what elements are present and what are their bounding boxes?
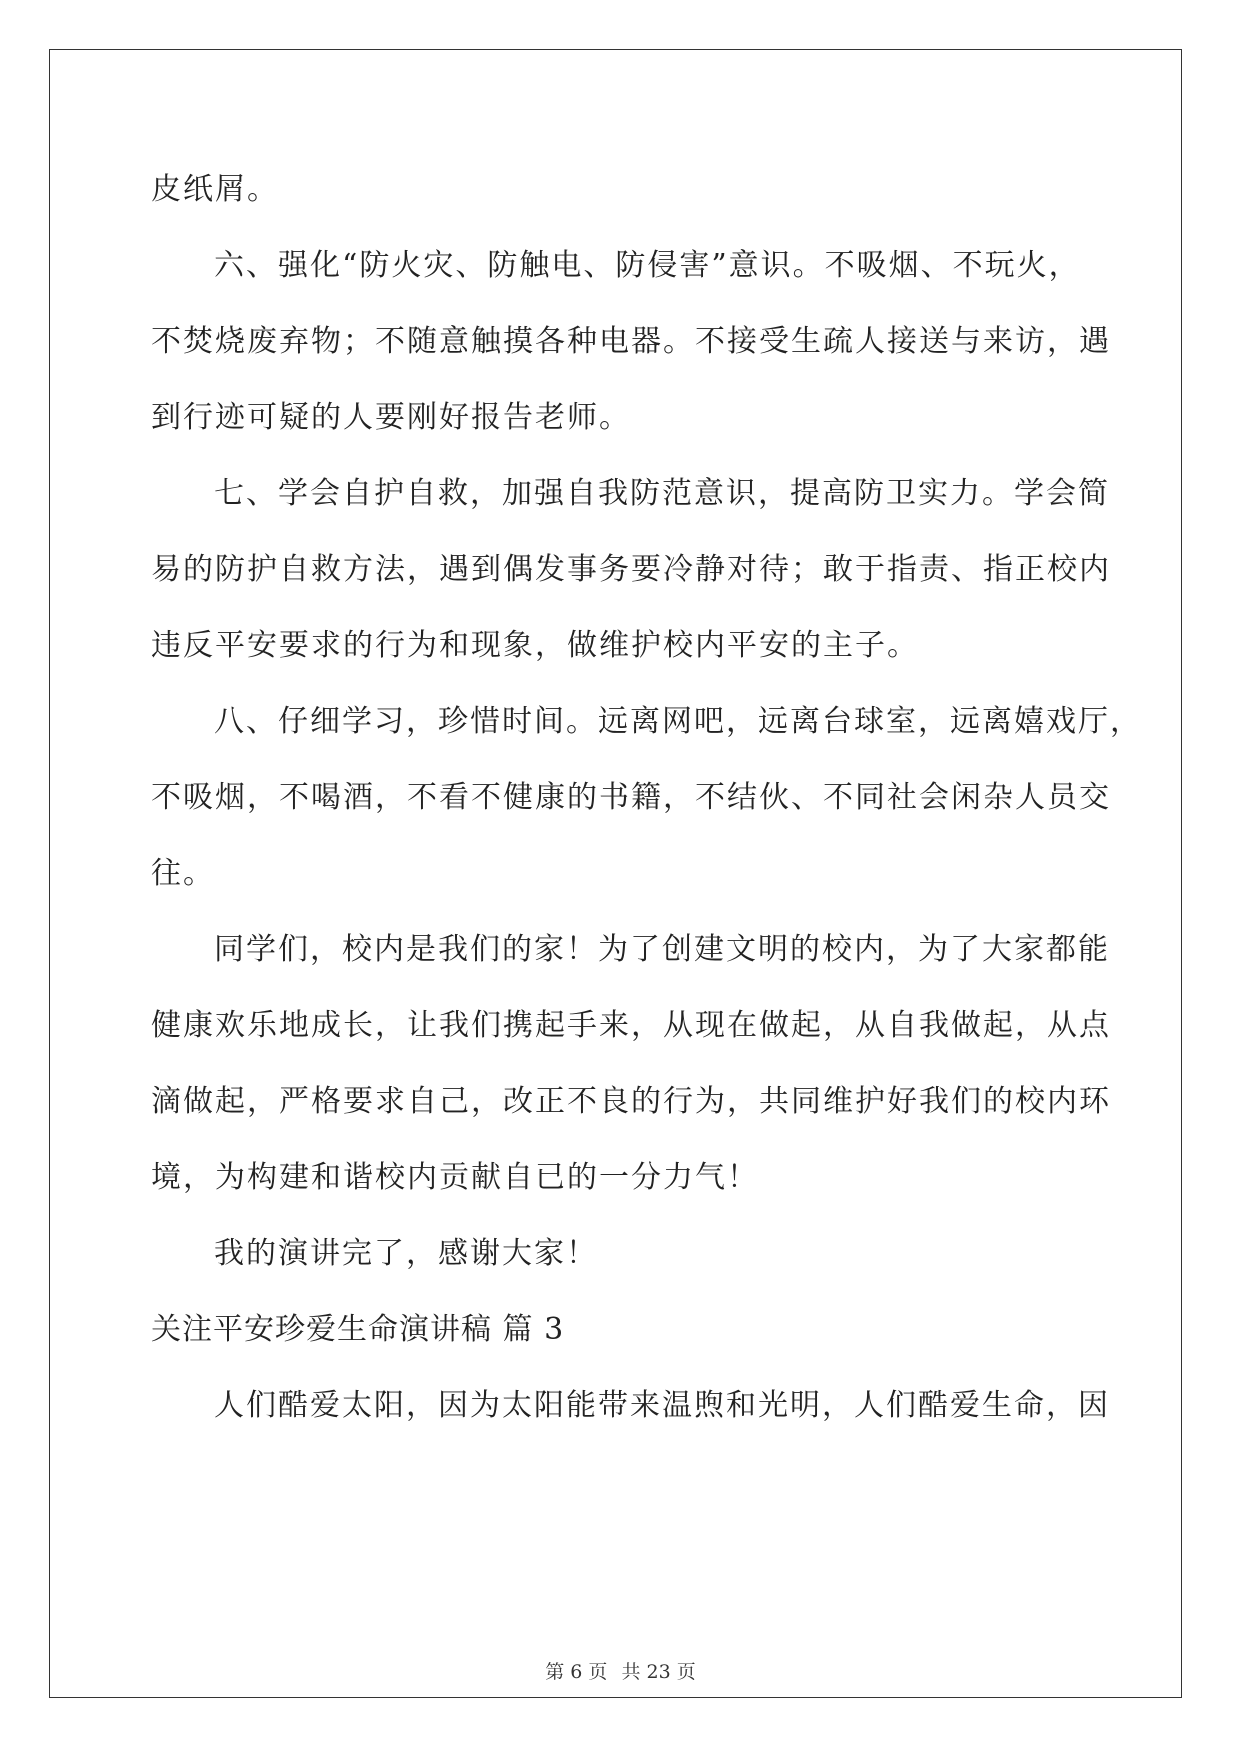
text-line: 滴做起，严格要求自己，改正不良的行为，共同维护好我们的校内环	[151, 1084, 1111, 1119]
page-border	[49, 49, 1182, 1698]
text-line: 不焚烧废弃物；不随意触摸各种电器。不接受生疏人接送与来访，遇	[151, 324, 1111, 359]
paragraph-closing: 同学们，校内是我们的家！为了创建文明的校内，为了大家都能	[214, 932, 1110, 967]
text-line: 健康欢乐地成长，让我们携起手来，从现在做起，从自我做起，从点	[151, 1008, 1111, 1043]
text-line: 到行迹可疑的人要刚好报告老师。	[151, 400, 631, 435]
paragraph-8: 八、仔细学习，珍惜时间。远离网吧，远离台球室，远离嬉戏厅，	[214, 704, 1142, 739]
page-number: 第 6 页	[545, 1661, 608, 1683]
paragraph-6: 六、强化“防火灾、防触电、防侵害”意识。不吸烟、不玩火，	[214, 248, 1081, 283]
paragraph-7: 七、学会自护自救，加强自我防范意识，提高防卫实力。学会简	[214, 476, 1110, 511]
paragraph-intro: 人们酷爱太阳，因为太阳能带来温煦和光明，人们酷爱生命，因	[214, 1388, 1110, 1423]
page-total: 共 23 页	[621, 1661, 696, 1683]
text-line: 皮纸屑。	[151, 172, 279, 207]
text-line: 往。	[151, 856, 215, 891]
text-line: 不吸烟，不喝酒，不看不健康的书籍，不结伙、不同社会闲杂人员交	[151, 780, 1111, 815]
section-heading: 关注平安珍爱生命演讲稿 篇 3	[151, 1312, 565, 1347]
paragraph-thanks: 我的演讲完了，感谢大家！	[214, 1236, 598, 1271]
text-line: 违反平安要求的行为和现象，做维护校内平安的主子。	[151, 628, 919, 663]
text-line: 易的防护自救方法，遇到偶发事务要冷静对待；敢于指责、指正校内	[151, 552, 1111, 587]
page-footer	[0, 1660, 1241, 1684]
text-line: 境，为构建和谐校内贡献自已的一分力气！	[151, 1160, 759, 1195]
